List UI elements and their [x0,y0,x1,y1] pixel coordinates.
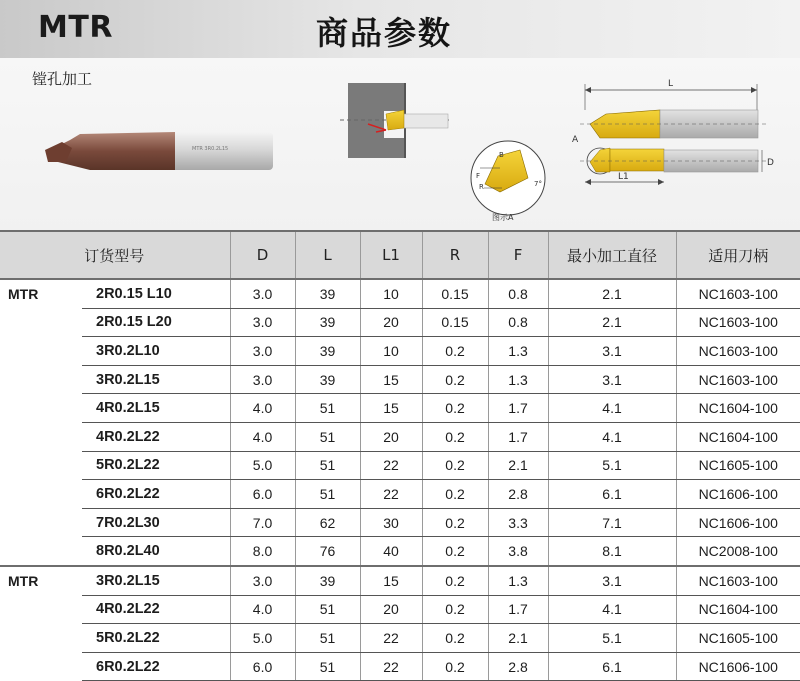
table-row [0,652,800,681]
cell-holder: NC1604-100 [676,394,800,423]
header-l: L [295,231,360,279]
cell-model: 3R0.2L10 [82,337,230,366]
cell-series: MTR [8,286,39,303]
cell-d: 4.0 [230,422,295,451]
table-row [0,624,800,653]
page-title: 商品参数 [316,14,453,52]
cell-min-dia: 7.1 [548,508,676,537]
svg-text:MTR 3R0.2L15: MTR 3R0.2L15 [192,146,229,152]
cell-l1: 15 [360,566,422,595]
cell-f: 1.7 [488,422,548,451]
table-row [0,480,800,509]
cell-l: 39 [295,279,360,308]
cell-model: 3R0.2L15 [82,365,230,394]
cell-holder: NC2008-100 [676,537,800,566]
cell-l1: 15 [360,365,422,394]
cell-model: 5R0.2L22 [82,451,230,480]
cell-holder: NC1605-100 [676,451,800,480]
cell-series [0,595,82,624]
cell-model: 3R0.2L15 [82,566,230,595]
cell-series [0,394,82,423]
cell-r: 0.2 [422,365,488,394]
cell-series [0,451,82,480]
cell-f: 1.7 [488,595,548,624]
detail-figure-a [471,141,545,222]
cell-model: 8R0.2L40 [82,537,230,566]
cell-holder: NC1605-100 [676,624,800,653]
cell-l1: 10 [360,279,422,308]
cell-series [0,652,82,681]
cell-f: 2.8 [488,652,548,681]
figure-caption: 图示A [492,213,514,222]
cell-d: 3.0 [230,337,295,366]
header-f: F [488,231,548,279]
cell-holder: NC1603-100 [676,566,800,595]
cell-min-dia: 6.1 [548,652,676,681]
cell-min-dia: 5.1 [548,451,676,480]
header-order-model: 订货型号 [0,231,230,279]
cell-d: 3.0 [230,308,295,337]
cell-min-dia: 3.1 [548,566,676,595]
cell-holder: NC1606-100 [676,508,800,537]
dim-d-label: D [767,158,774,168]
cell-l: 39 [295,308,360,337]
header-bar [0,0,800,58]
cell-r: 0.2 [422,624,488,653]
cell-d: 5.0 [230,624,295,653]
cell-d: 5.0 [230,451,295,480]
cell-min-dia: 6.1 [548,480,676,509]
header-d: D [230,231,295,279]
cell-r: 0.2 [422,337,488,366]
cell-holder: NC1603-100 [676,337,800,366]
cell-model: 4R0.2L22 [82,595,230,624]
header-l1: L1 [360,231,422,279]
cell-f: 2.1 [488,624,548,653]
cell-series [0,422,82,451]
spec-table-container [0,230,800,681]
cell-l1: 22 [360,652,422,681]
cell-min-dia: 4.1 [548,394,676,423]
cell-l1: 10 [360,337,422,366]
cell-holder: NC1603-100 [676,365,800,394]
cell-model: 6R0.2L22 [82,652,230,681]
product-photo [45,132,273,170]
cell-d: 4.0 [230,595,295,624]
tool-illustration [0,58,800,232]
cell-r: 0.2 [422,508,488,537]
cell-min-dia: 4.1 [548,422,676,451]
brand-title: MTR [38,10,113,45]
cell-series [0,365,82,394]
cell-holder: NC1604-100 [676,595,800,624]
cell-f: 1.3 [488,566,548,595]
cell-series [0,337,82,366]
boring-diagram [340,83,450,158]
header-r: R [422,231,488,279]
cell-l: 39 [295,365,360,394]
cell-r: 0.2 [422,537,488,566]
cell-holder: NC1606-100 [676,480,800,509]
table-header-row [0,231,800,279]
dimension-drawing-l1 [572,135,774,185]
cell-model: 7R0.2L30 [82,508,230,537]
tool-neck [58,132,175,170]
cell-l1: 15 [360,394,422,423]
cell-series [0,480,82,509]
cell-series [0,624,82,653]
cell-r: 0.2 [422,422,488,451]
dim-b-label: B [499,151,504,159]
cell-l: 39 [295,566,360,595]
cell-r: 0.15 [422,308,488,337]
cell-f: 3.8 [488,537,548,566]
cell-d: 3.0 [230,566,295,595]
cell-r: 0.2 [422,595,488,624]
cell-min-dia: 5.1 [548,624,676,653]
dim-r-label: R [479,183,484,191]
cell-l1: 20 [360,308,422,337]
cell-f: 0.8 [488,279,548,308]
cell-l: 51 [295,480,360,509]
cell-d: 6.0 [230,652,295,681]
dim-a-label: A [572,135,579,145]
cell-l: 51 [295,595,360,624]
cell-l: 51 [295,652,360,681]
cell-d: 6.0 [230,480,295,509]
cell-f: 1.3 [488,337,548,366]
cell-l1: 22 [360,480,422,509]
dim-angle-label: 7° [534,180,542,188]
table-row [0,508,800,537]
cell-d: 4.0 [230,394,295,423]
table-row [0,365,800,394]
cell-r: 0.2 [422,394,488,423]
cell-model: 6R0.2L22 [82,480,230,509]
cell-model: 4R0.2L22 [82,422,230,451]
cell-holder: NC1603-100 [676,308,800,337]
cell-r: 0.2 [422,652,488,681]
cell-r: 0.2 [422,566,488,595]
dim-l-label: L [668,79,674,89]
cell-min-dia: 2.1 [548,279,676,308]
table-row [0,537,800,566]
cell-r: 0.2 [422,480,488,509]
cell-f: 0.8 [488,308,548,337]
cell-l1: 40 [360,537,422,566]
cell-d: 3.0 [230,279,295,308]
table-body [0,279,800,681]
illustration-panel [0,58,800,232]
table-row [0,422,800,451]
cell-d: 8.0 [230,537,295,566]
header-holder: 适用刀柄 [676,231,800,279]
dim-l1-label: L1 [618,172,629,182]
cell-f: 1.3 [488,365,548,394]
header-min-dia: 最小加工直径 [548,231,676,279]
cell-holder: NC1603-100 [676,279,800,308]
cell-l1: 20 [360,595,422,624]
cell-model: 2R0.15 L20 [82,308,230,337]
cell-d: 7.0 [230,508,295,537]
cell-l1: 22 [360,451,422,480]
cell-r: 0.15 [422,279,488,308]
cell-l1: 22 [360,624,422,653]
table-row [0,394,800,423]
cell-l: 39 [295,337,360,366]
dim-f-label: F [476,172,481,180]
cell-l: 51 [295,422,360,451]
table-row [0,595,800,624]
cell-min-dia: 2.1 [548,308,676,337]
cell-r: 0.2 [422,451,488,480]
spec-table [0,230,800,681]
cell-f: 2.8 [488,480,548,509]
cell-model: 2R0.15 L10 [82,279,230,308]
cell-f: 2.1 [488,451,548,480]
cell-l: 51 [295,451,360,480]
cell-series: MTR [0,566,82,595]
table-row [0,566,800,595]
cell-min-dia: 4.1 [548,595,676,624]
cell-series [0,508,82,537]
dimension-drawing-l [580,79,766,138]
cell-d: 3.0 [230,365,295,394]
cell-min-dia: 3.1 [548,337,676,366]
cell-min-dia: 8.1 [548,537,676,566]
cell-holder: NC1606-100 [676,652,800,681]
table-row [0,337,800,366]
table-row [0,308,800,337]
cell-series [0,308,82,337]
cell-series [0,537,82,566]
table-row [0,279,800,308]
cell-l: 62 [295,508,360,537]
cell-l: 51 [295,624,360,653]
cell-l: 76 [295,537,360,566]
cell-l1: 30 [360,508,422,537]
cell-f: 1.7 [488,394,548,423]
process-subtitle: 镗孔加工 [32,70,93,88]
cell-f: 3.3 [488,508,548,537]
cell-min-dia: 3.1 [548,365,676,394]
cell-model: 4R0.2L15 [82,394,230,423]
cell-l: 51 [295,394,360,423]
cell-l1: 20 [360,422,422,451]
cell-holder: NC1604-100 [676,422,800,451]
table-row [0,451,800,480]
cell-model: 5R0.2L22 [82,624,230,653]
